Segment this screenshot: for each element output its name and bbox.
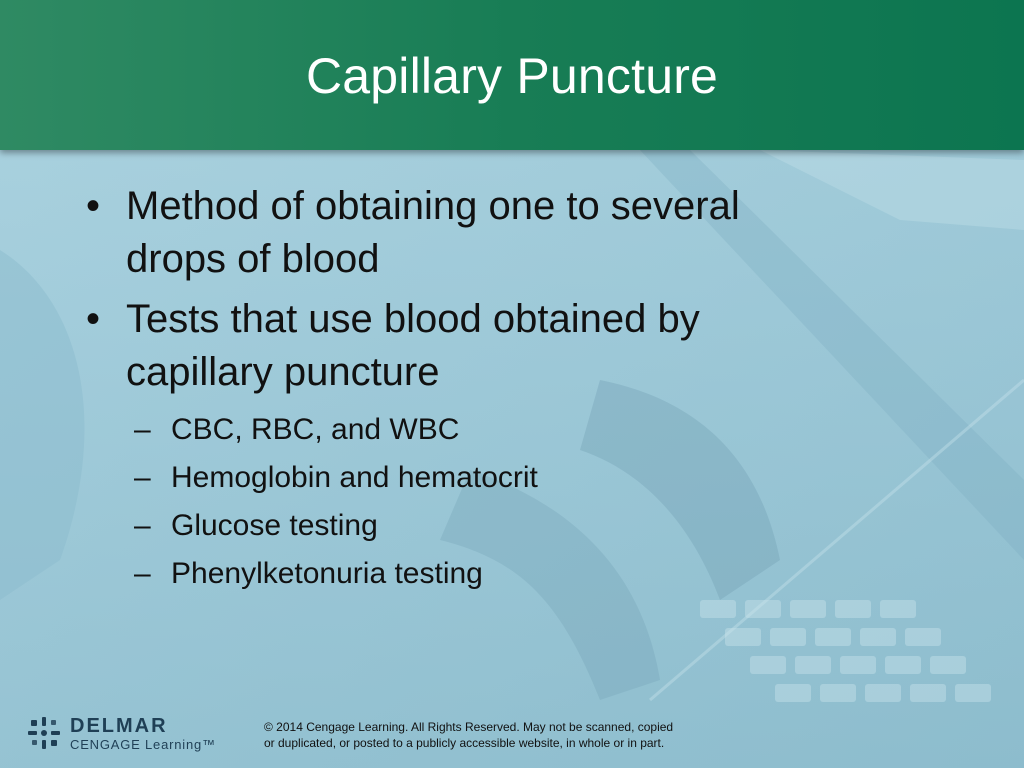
- sub-bullet-text: Phenylketonuria testing: [171, 557, 483, 590]
- bullet-list: [86, 180, 846, 598]
- sub-bullet-text: Hemoglobin and hematocrit: [171, 461, 538, 494]
- sub-bullet-item: [134, 454, 846, 502]
- copyright-notice: [264, 719, 744, 751]
- bullet-item: [86, 293, 846, 399]
- logo-subtitle: CENGAGE Learning™: [70, 737, 216, 752]
- sub-bullet-dash: –: [134, 413, 151, 446]
- logo-name: DELMAR: [70, 715, 168, 737]
- sub-bullet-text: CBC, RBC, and WBC: [171, 413, 460, 446]
- cengage-star-icon: [26, 715, 62, 751]
- copyright-line: or duplicated, or posted to a publicly accessible website, in whole or in part.: [264, 736, 665, 750]
- copyright-line: © 2014 Cengage Learning. All Rights Reserved. May not be scanned, copied: [264, 720, 674, 734]
- sub-bullet-dash: –: [134, 461, 151, 494]
- bullet-item: [86, 180, 846, 286]
- sub-bullet-list: [134, 406, 846, 598]
- sub-bullet-item: [134, 550, 846, 598]
- sub-bullet-text: Glucose testing: [171, 509, 378, 542]
- bullet-text-line: Method of obtaining one to several: [126, 184, 740, 228]
- bullet-dot: •: [86, 297, 101, 341]
- sub-bullet-item: [134, 406, 846, 454]
- delmar-cengage-logo: [26, 712, 236, 756]
- bullet-dot: •: [86, 184, 101, 228]
- sub-bullet-dash: –: [134, 557, 151, 590]
- bullet-text-line: Tests that use blood obtained by: [126, 297, 700, 341]
- bullet-text-line: drops of blood: [126, 237, 380, 281]
- sub-bullet-dash: –: [134, 509, 151, 542]
- slide-title: Capillary Puncture: [305, 48, 719, 104]
- bullet-text-line: capillary puncture: [126, 350, 440, 394]
- sub-bullet-item: [134, 502, 846, 550]
- title-bar: [0, 0, 1024, 150]
